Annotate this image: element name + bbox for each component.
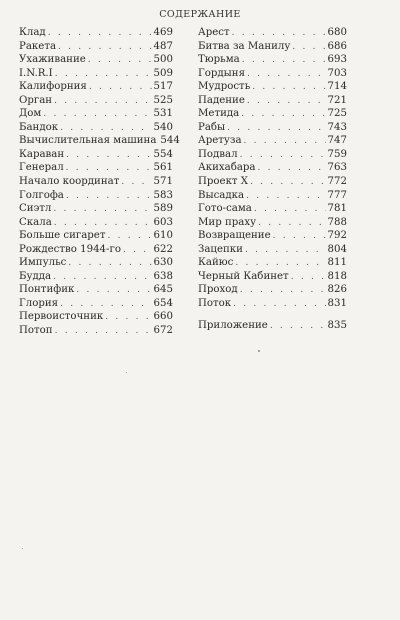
toc-entry-page: 672	[153, 325, 173, 337]
toc-entry-page: 610	[153, 230, 173, 242]
toc-entry-title: Караван	[19, 148, 65, 160]
dot-leader	[107, 230, 151, 244]
toc-entry	[198, 80, 347, 94]
toc-entry-title: Битва за Манилу	[198, 40, 291, 52]
toc-entry	[198, 216, 347, 230]
toc-entry-page: 835	[327, 320, 347, 332]
toc-entry-title: Вычислительная машина	[19, 135, 157, 147]
toc-entry-page: 680	[327, 27, 347, 38]
toc-entry-title: Приложение	[198, 320, 268, 332]
toc-entry-page: 589	[153, 203, 173, 215]
dot-leader	[227, 122, 325, 136]
dot-leader	[66, 149, 151, 163]
toc-entry-page: 686	[327, 40, 347, 52]
toc-entry	[19, 256, 173, 270]
toc-entry-title: Черный Кабинет	[198, 270, 289, 282]
toc-entry-page: 660	[153, 311, 173, 323]
dot-leader	[241, 108, 325, 122]
toc-entry-page: 544	[160, 135, 180, 147]
toc-entry-page: 583	[153, 189, 173, 201]
toc-entry-title: Будда	[19, 270, 52, 282]
toc-entry-page: 811	[327, 257, 347, 269]
dot-leader	[240, 284, 326, 298]
page-title: СОДЕРЖАНИЕ	[159, 9, 241, 20]
toc-entry-page: 571	[153, 176, 173, 188]
toc-entry	[198, 134, 347, 148]
toc-entry	[19, 297, 173, 311]
toc-entry-title: Рождество 1944-го	[19, 243, 121, 255]
toc-entry	[198, 243, 347, 257]
toc-entry-title: Начало координат	[19, 176, 120, 188]
toc-entry	[19, 324, 173, 338]
dot-leader	[247, 95, 326, 109]
dot-leader	[258, 162, 326, 176]
toc-entry-page: 487	[153, 40, 173, 52]
toc-entry-title: Падение	[198, 94, 245, 106]
toc-entry-page: 540	[153, 121, 173, 133]
toc-entry	[19, 161, 173, 175]
toc-entry-page: 469	[153, 27, 173, 38]
toc-entry	[198, 107, 347, 121]
dot-leader	[66, 162, 152, 176]
toc-entry-page: 500	[153, 54, 173, 66]
dot-leader	[233, 298, 325, 312]
toc-entry	[198, 121, 347, 135]
toc-entry-page: 804	[327, 243, 347, 255]
dot-leader	[53, 203, 151, 217]
toc-entry-page: 818	[327, 270, 347, 282]
toc-entry-page: 561	[153, 162, 173, 174]
toc-entry	[19, 270, 173, 284]
toc-entry	[19, 310, 173, 324]
toc-entry-page: 781	[327, 203, 347, 215]
toc-entry	[198, 26, 347, 40]
toc-entry-page: 792	[327, 230, 347, 242]
toc-entry-title: Мудрость	[198, 81, 251, 93]
dot-leader	[240, 149, 326, 163]
toc-entry	[19, 121, 173, 135]
dot-leader	[252, 81, 325, 95]
toc-left-column	[19, 26, 180, 338]
toc-entry	[198, 229, 347, 243]
toc-entry-title: Глория	[19, 297, 59, 309]
toc-entry-title: Арест	[198, 27, 230, 38]
toc-entry-page: 645	[153, 284, 173, 296]
dot-leader	[66, 190, 152, 204]
toc-entry	[198, 53, 347, 67]
toc-entry	[198, 148, 347, 162]
toc-entry	[19, 243, 173, 257]
toc-entry	[19, 94, 173, 108]
toc-entry	[198, 270, 347, 284]
toc-entry-title: Подвал	[198, 148, 238, 160]
toc-entry	[19, 189, 173, 203]
dot-leader	[60, 122, 151, 136]
dot-leader	[54, 217, 152, 231]
toc-entry-page: 693	[327, 54, 347, 66]
toc-entry-title: Сиэтл	[19, 203, 52, 215]
toc-entry-title: Дом	[19, 108, 42, 120]
toc-entry-title: Импульс	[19, 257, 67, 269]
toc-entry-title: Аретуза	[198, 135, 242, 147]
toc-right-column	[198, 26, 347, 333]
dot-leader	[247, 68, 326, 82]
dot-leader	[54, 95, 151, 109]
toc-entry-page: 525	[153, 94, 173, 106]
toc-entry	[19, 80, 173, 94]
toc-entry-title: Рабы	[198, 121, 226, 133]
toc-entry	[19, 283, 173, 297]
toc-entry-page: 831	[327, 297, 347, 309]
dot-leader	[244, 135, 326, 149]
dot-leader	[232, 27, 326, 41]
dot-leader	[292, 41, 325, 55]
dot-leader	[245, 244, 326, 258]
toc-entry-title: Высадка	[198, 189, 245, 201]
toc-entry-page: 603	[153, 216, 173, 228]
toc-entry	[19, 53, 173, 67]
toc-entry-page: 509	[153, 67, 173, 79]
toc-entry-title: Первоисточник	[19, 311, 104, 323]
toc-entry-title: Зацепки	[198, 243, 243, 255]
toc-entry	[19, 175, 173, 189]
toc-entry-title: Калифорния	[19, 81, 87, 93]
dot-leader	[291, 271, 326, 285]
paper-speck	[22, 548, 23, 549]
toc-entry-title: Скала	[19, 216, 52, 228]
toc-entry	[198, 175, 347, 189]
toc-entry-title: Понтифик	[19, 284, 75, 296]
toc-entry-page: 777	[327, 189, 347, 201]
toc-entry	[198, 94, 347, 108]
toc-entry-title: Орган	[19, 94, 53, 106]
dot-leader	[121, 176, 151, 190]
toc-entry	[198, 202, 347, 216]
toc-entry	[19, 134, 180, 148]
toc-entry-page: 714	[327, 81, 347, 93]
toc-entry-page: 826	[327, 284, 347, 296]
dot-leader	[250, 176, 325, 190]
dot-leader	[246, 190, 325, 204]
toc-entry	[19, 148, 173, 162]
toc-entry	[19, 107, 173, 121]
toc-entry-page: 531	[153, 108, 173, 120]
dot-leader	[105, 311, 151, 325]
toc-entry	[198, 189, 347, 203]
toc-entry-title: Поток	[198, 297, 232, 309]
toc-entry-page: 630	[153, 257, 173, 269]
toc-entry-title: Ухаживание	[19, 54, 86, 66]
toc-entry-page: 638	[153, 270, 173, 282]
dot-leader	[76, 284, 151, 298]
paper-speck	[258, 350, 260, 352]
toc-entry-title: Бандок	[19, 121, 59, 133]
toc-entry	[19, 216, 173, 230]
toc-entry	[19, 40, 173, 54]
toc-entry	[19, 26, 173, 40]
toc-entry-title: Гото-сама	[198, 203, 252, 215]
toc-entry-page: 703	[327, 67, 347, 79]
toc-entry-title: Проект Х	[198, 176, 249, 188]
dot-leader	[55, 68, 152, 82]
dot-leader	[60, 298, 151, 312]
toc-entry-title: Гордыня	[198, 67, 245, 79]
toc-entry-page: 763	[327, 162, 347, 174]
toc-entry	[198, 40, 347, 54]
dot-leader	[88, 54, 152, 68]
dot-leader	[258, 217, 325, 231]
dot-leader	[123, 244, 152, 258]
toc-entry-title: Проход	[198, 284, 238, 296]
toc-entry	[19, 202, 173, 216]
dot-leader	[273, 230, 326, 244]
toc-entry-page: 743	[327, 121, 347, 133]
toc-entry-page: 654	[153, 297, 173, 309]
toc-entry-title: Тюрьма	[198, 54, 240, 66]
toc-entry-page: 759	[327, 148, 347, 160]
dot-leader	[68, 257, 151, 271]
toc-entry-page: 747	[327, 135, 347, 147]
toc-entry-title: Клад	[19, 27, 46, 38]
toc-entry	[198, 283, 347, 297]
toc-entry-title: Мир праху	[198, 216, 257, 228]
toc-entry	[19, 67, 173, 81]
dot-leader	[242, 54, 326, 68]
toc-entry-page: 788	[327, 216, 347, 228]
toc-entry-title: Больше сигарет	[19, 230, 106, 242]
toc-entry-page: 554	[153, 148, 173, 160]
toc-entry-page: 772	[327, 176, 347, 188]
toc-entry-title: Голгофа	[19, 189, 64, 201]
dot-leader	[270, 320, 326, 334]
toc-entry-appendix	[198, 319, 347, 333]
toc-entry	[198, 67, 347, 81]
toc-entry-title: Метида	[198, 108, 240, 120]
toc-entry-page: 622	[153, 243, 173, 255]
dot-leader	[43, 108, 151, 122]
toc-entry-title: Ракета	[19, 40, 57, 52]
dot-leader	[53, 271, 151, 285]
toc-entry	[198, 256, 347, 270]
toc-entry	[198, 297, 347, 311]
dot-leader	[254, 203, 326, 217]
toc-entry-page: 725	[327, 108, 347, 120]
paper-speck	[126, 372, 127, 373]
toc-entry-page: 517	[153, 81, 173, 93]
toc-entry	[198, 161, 347, 175]
dot-leader	[58, 41, 152, 55]
toc-entry-title: Потоп	[19, 325, 53, 337]
dot-leader	[89, 81, 152, 95]
dot-leader	[55, 325, 152, 339]
toc-entry	[19, 229, 173, 243]
toc-entry-page: 721	[327, 94, 347, 106]
dot-leader	[48, 27, 152, 41]
dot-leader	[235, 257, 325, 271]
toc-entry-title: Возвращение	[198, 230, 271, 242]
toc-entry-title: Кайюс	[198, 257, 234, 269]
toc-entry-title: Генерал	[19, 162, 64, 174]
toc-entry-title: Акихабара	[198, 162, 256, 174]
toc-entry-title: I.N.R.I	[19, 67, 53, 79]
